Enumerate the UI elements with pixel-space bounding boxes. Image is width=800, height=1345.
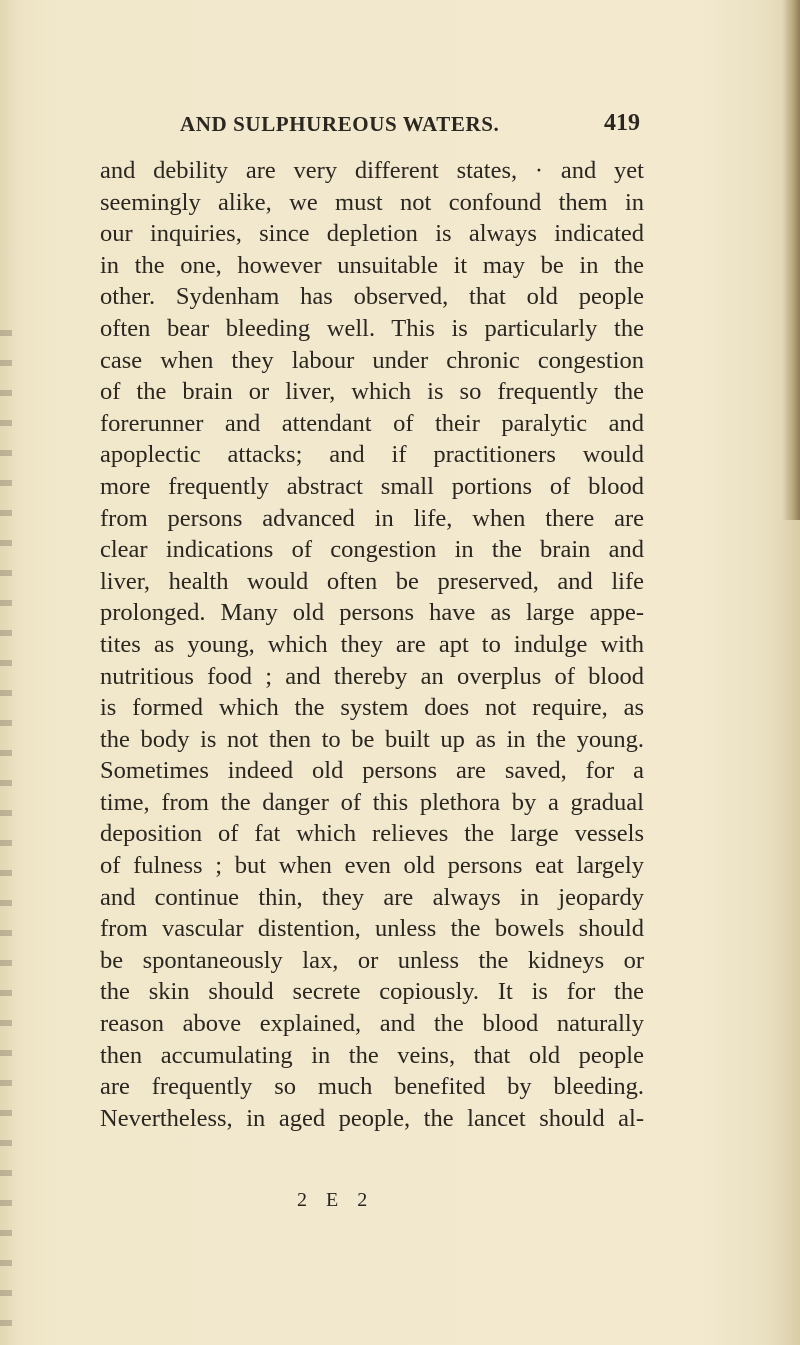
- text-line: more frequently abstract small portions of blood: [100, 472, 644, 500]
- text-line: clear indications of congestion in the brain and: [100, 536, 644, 564]
- text-line: be spontaneously lax, or unless the kidneys or: [100, 946, 644, 974]
- text-line: time, from the danger of this plethora by a gradual: [100, 788, 644, 816]
- text-line: reason above explained, and the blood naturally: [100, 1010, 644, 1038]
- text-line: deposition of fat which relieves the large vessels: [100, 820, 644, 848]
- text-line: Sometimes indeed old persons are saved, for a: [100, 757, 644, 785]
- text-line: and continue thin, they are always in jeopardy: [100, 883, 644, 911]
- text-line: apoplectic attacks; and if practitioners would: [100, 441, 644, 469]
- running-head: AND SULPHUREOUS WATERS.: [180, 112, 500, 136]
- text-line: the skin should secrete copiously. It is for the: [100, 978, 644, 1006]
- text-line: our inquiries, since depletion is always indicated: [100, 220, 644, 248]
- text-line: of fulness ; but when even old persons eat largely: [100, 852, 644, 880]
- text-line: prolonged. Many old persons have as large appe-: [100, 599, 644, 627]
- text-line: seemingly alike, we must not confound them in: [100, 188, 644, 216]
- text-line: from vascular distention, unless the bowels should: [100, 915, 644, 943]
- text-line: in the one, however unsuitable it may be in the: [100, 251, 644, 279]
- page-header: [100, 112, 640, 142]
- text-line: forerunner and attendant of their paralytic and: [100, 409, 644, 437]
- page-edge-stain: [782, 0, 800, 520]
- text-line: case when they labour under chronic congestion: [100, 346, 644, 374]
- text-line: of the brain or liver, which is so frequently the: [100, 378, 644, 406]
- text-line: tites as young, which they are apt to indulge with: [100, 630, 644, 658]
- text-line: then accumulating in the veins, that old people: [100, 1041, 644, 1069]
- text-line: from persons advanced in life, when there are: [100, 504, 644, 532]
- page-number: 419: [604, 110, 640, 136]
- text-line: and debility are very different states, · and yet: [100, 157, 644, 184]
- text-line: is formed which the system does not require, as: [100, 694, 644, 722]
- text-line: nutritious food ; and thereby an overplus of blood: [100, 662, 644, 690]
- text-line: are frequently so much benefited by bleeding.: [100, 1073, 644, 1101]
- text-line: Nevertheless, in aged people, the lancet should al-: [100, 1104, 644, 1132]
- body-paragraph: [100, 155, 644, 1134]
- text-line: the body is not then to be built up as in the young.: [100, 725, 644, 753]
- page-gutter-shadow: [0, 330, 12, 1345]
- text-line: liver, health would often be preserved, and life: [100, 567, 644, 595]
- text-line: other. Sydenham has observed, that old people: [100, 283, 644, 311]
- text-line: often bear bleeding well. This is particularly the: [100, 314, 644, 342]
- signature-mark: 2 E 2: [297, 1189, 375, 1211]
